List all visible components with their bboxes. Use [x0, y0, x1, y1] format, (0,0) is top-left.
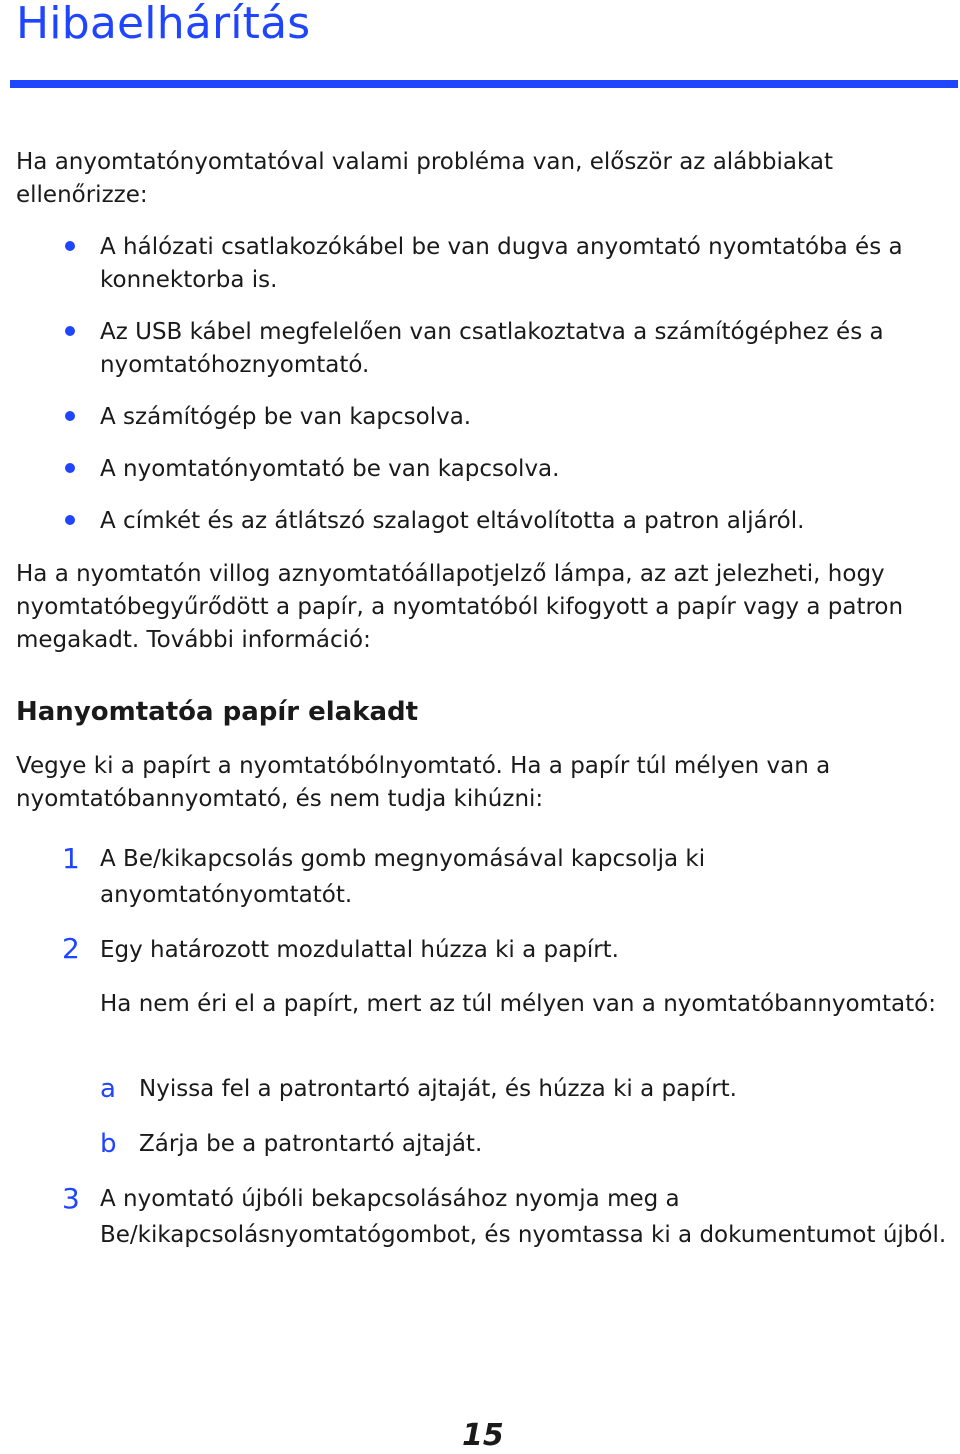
checklist-item: A számítógép be van kapcsolva. — [100, 404, 472, 430]
status-light-paragraph: Ha a nyomtatón villog aznyomtatóállapotjelző lámpa, az azt jelezheti, hogy nyomtatóbegyűrődött a papír, a nyomtatóból kifogyott a papír vagy a patron megakadt. További információ: — [16, 561, 904, 653]
section-intro-paragraph: Vegye ki a papírt a nyomtatóbólnyomtató. Ha a papír túl mélyen van a nyomtatóbannyomtató, és nem tudja kihúzni: — [16, 753, 831, 812]
bullet-icon — [65, 411, 75, 421]
step-text: A nyomtató újbóli bekapcsolásához nyomja meg a Be/kikapcsolásnyomtatógombot, és nyomtassa ki a dokumentumot újból. — [100, 1186, 947, 1248]
step-note: Ha nem éri el a papírt, mert az túl mélyen van a nyomtatóbannyomtató: — [100, 991, 936, 1017]
step-number: 2 — [62, 932, 80, 965]
intro-paragraph: Ha anyomtatónyomtatóval valami probléma van, először az alábbiakat ellenőrizze: — [16, 149, 833, 208]
step-number: 3 — [62, 1182, 80, 1215]
page-number: 15 — [462, 1418, 504, 1453]
bullet-icon — [65, 326, 75, 336]
section-heading: Hanyomtatóa papír elakadt — [16, 697, 419, 727]
bullet-icon — [65, 241, 75, 251]
checklist-item: A nyomtatónyomtató be van kapcsolva. — [100, 456, 560, 482]
substep-letter: b — [100, 1129, 117, 1159]
substep-letter: a — [100, 1074, 116, 1104]
checklist-item: A hálózati csatlakozókábel be van dugva anyomtató nyomtatóba és a konnektorba is. — [100, 234, 903, 293]
checklist-item: A címkét és az átlátszó szalagot eltávolította a patron aljáról. — [100, 508, 805, 534]
step-text: Egy határozott mozdulattal húzza ki a papírt. — [100, 937, 619, 963]
bullet-icon — [65, 515, 75, 525]
bullet-icon — [65, 463, 75, 473]
substep-text: Zárja be a patrontartó ajtaját. — [139, 1131, 483, 1157]
checklist-item: Az USB kábel megfelelően van csatlakoztatva a számítógéphez és a nyomtatóhoznyomtató. — [100, 319, 884, 378]
title-underline-rule — [10, 80, 958, 88]
page-title: Hibaelhárítás — [16, 0, 311, 49]
substep-text: Nyissa fel a patrontartó ajtaját, és húzza ki a papírt. — [139, 1076, 737, 1102]
step-number: 1 — [62, 842, 80, 875]
step-text: A Be/kikapcsolás gomb megnyomásával kapcsolja ki anyomtatónyomtatót. — [100, 846, 706, 908]
